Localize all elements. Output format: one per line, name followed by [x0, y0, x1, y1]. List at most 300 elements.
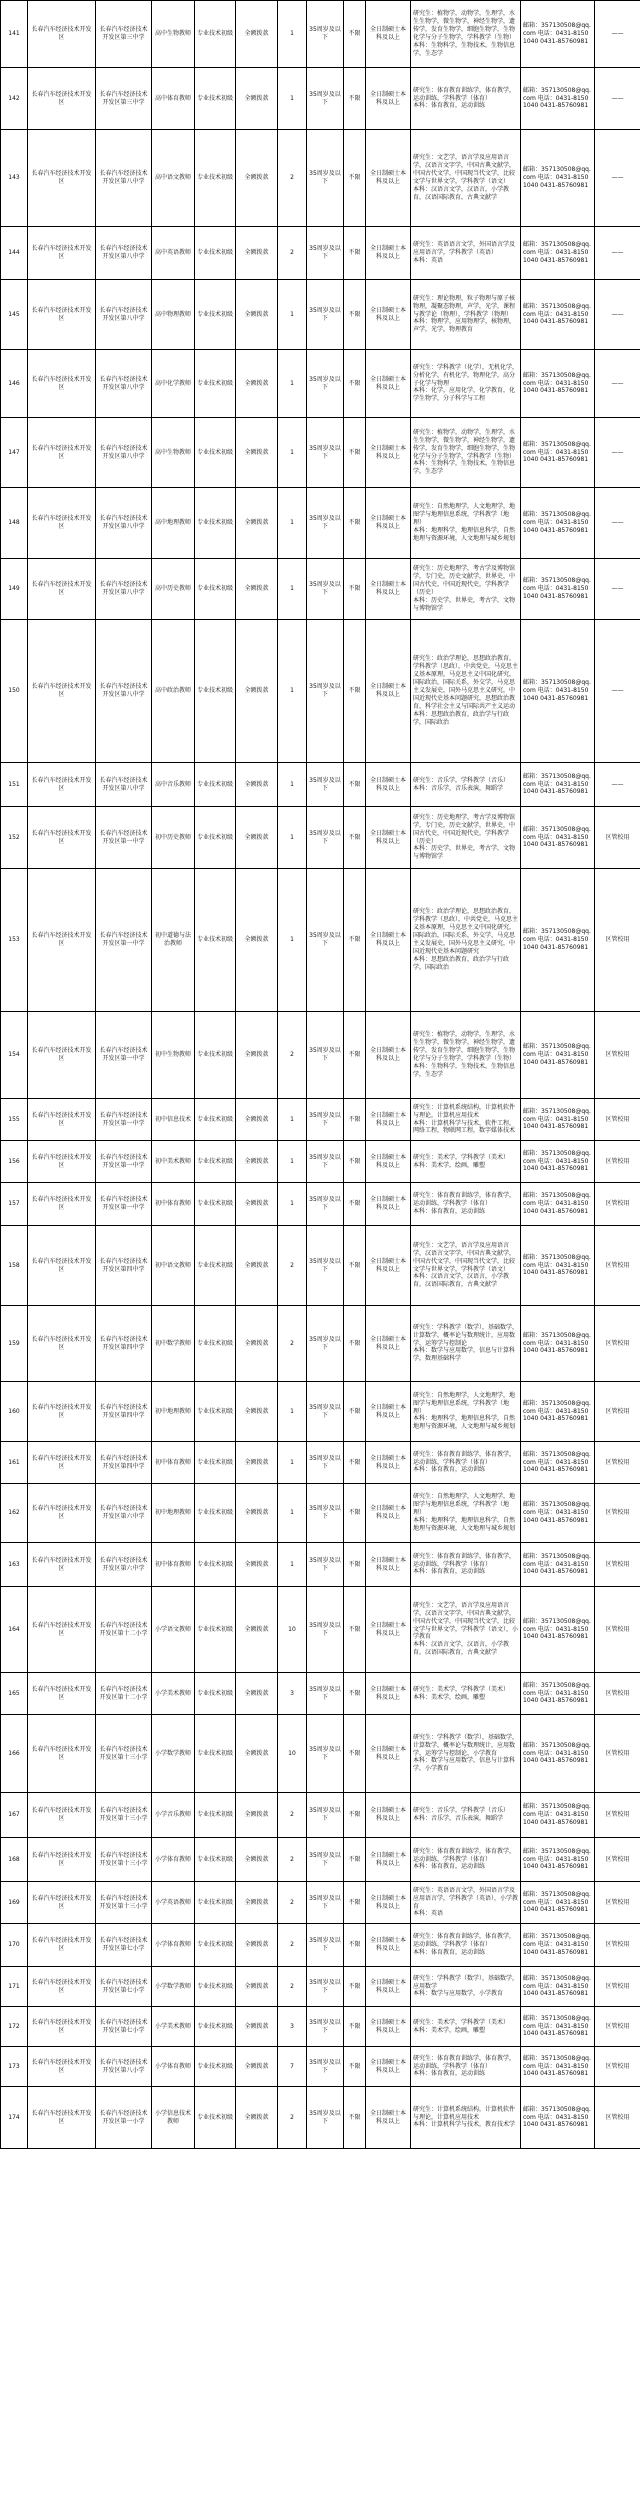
gender-cell: 不限 — [344, 1442, 366, 1484]
region-cell: 长春汽车经济技术开发区 — [28, 1183, 96, 1226]
note-cell: 区管校用 — [595, 1226, 640, 1306]
school-cell: 长春汽车经济技术开发区第八小学 — [96, 2047, 152, 2087]
age-cell: 35周岁及以下 — [307, 1183, 344, 1226]
table-row — [1, 2047, 640, 2087]
education-cell: 全日制硕士本科及以上 — [366, 1793, 411, 1838]
age-cell: 35周岁及以下 — [307, 559, 344, 620]
note-cell: 区管校用 — [595, 2087, 640, 2149]
requirements-cell: 研究生：体育教育训练学，体育教学，运动训练，学科教学（体育） 本科：体育教育，运动训练 — [411, 2047, 521, 2087]
requirements-cell: 研究生：体育教育训练学，体育教学，运动训练，学科教学（体育） 本科：体育教育，运动训练 — [411, 1838, 521, 1882]
funding-cell: 全额拨款 — [236, 2087, 278, 2149]
contact-cell: 邮箱：357130508@qq.com 电话：0431-81501040 0431-85760981 — [521, 807, 595, 869]
post-cell: 初中美术教师 — [152, 1141, 195, 1183]
gender-cell: 不限 — [344, 280, 366, 350]
headcount-cell: 2 — [278, 1306, 307, 1382]
headcount-cell: 1 — [278, 620, 307, 763]
contact-cell: 邮箱：357130508@qq.com 电话：0431-81501040 0431-85760981 — [521, 1838, 595, 1882]
table-row — [1, 1838, 640, 1882]
contact-cell: 邮箱：357130508@qq.com 电话：0431-81501040 0431-85760981 — [521, 130, 595, 227]
row-number: 169 — [1, 1882, 28, 1924]
table-row — [1, 1382, 640, 1442]
requirements-cell: 研究生：学科教学（化学），无机化学，分析化学，有机化学，物理化学，高分子化学与物理 本科：化学，应用化学，化学教育，化学生物学，分子科学与工程 — [411, 350, 521, 418]
post-type-cell: 专业技术初级 — [195, 1183, 236, 1226]
gender-cell: 不限 — [344, 1543, 366, 1587]
row-number: 146 — [1, 350, 28, 418]
note-cell: —— — [595, 130, 640, 227]
row-number: 170 — [1, 1924, 28, 1967]
post-type-cell: 专业技术初级 — [195, 1226, 236, 1306]
region-cell: 长春汽车经济技术开发区 — [28, 807, 96, 869]
requirements-cell: 研究生：体育教育训练学，体育教学，运动训练，学科教学（体育） 本科：体育教育，运动训练 — [411, 68, 521, 130]
note-cell: 区管校用 — [595, 1012, 640, 1099]
table-row — [1, 1484, 640, 1543]
headcount-cell: 1 — [278, 763, 307, 807]
post-type-cell: 专业技术初级 — [195, 2087, 236, 2149]
school-cell: 长春汽车经济技术开发区第八中学 — [96, 763, 152, 807]
contact-cell: 邮箱：357130508@qq.com 电话：0431-81501040 0431-85760981 — [521, 1012, 595, 1099]
requirements-cell: 研究生：美术学，学科教学（美术） 本科：美术学，绘画，雕塑 — [411, 2007, 521, 2047]
note-cell: —— — [595, 350, 640, 418]
age-cell: 35周岁及以下 — [307, 1793, 344, 1838]
funding-cell: 全额拨款 — [236, 1442, 278, 1484]
education-cell: 全日制硕士本科及以上 — [366, 1484, 411, 1543]
table-row — [1, 1, 640, 68]
region-cell: 长春汽车经济技术开发区 — [28, 1, 96, 68]
row-number: 160 — [1, 1382, 28, 1442]
table-row — [1, 130, 640, 227]
funding-cell: 全额拨款 — [236, 488, 278, 559]
gender-cell: 不限 — [344, 620, 366, 763]
headcount-cell: 2 — [278, 227, 307, 280]
funding-cell: 全额拨款 — [236, 807, 278, 869]
education-cell: 全日制硕士本科及以上 — [366, 2087, 411, 2149]
age-cell: 35周岁及以下 — [307, 350, 344, 418]
school-cell: 长春汽车经济技术开发区第八中学 — [96, 350, 152, 418]
requirements-cell: 研究生：体育教育训练学，体育教学，运动训练，学科教学（体育） 本科：体育教育，运动训练 — [411, 1543, 521, 1587]
headcount-cell: 1 — [278, 488, 307, 559]
region-cell: 长春汽车经济技术开发区 — [28, 763, 96, 807]
education-cell: 全日制硕士本科及以上 — [366, 350, 411, 418]
post-cell: 初中生物教师 — [152, 1012, 195, 1099]
contact-cell: 邮箱：357130508@qq.com 电话：0431-81501040 0431-85760981 — [521, 1442, 595, 1484]
age-cell: 35周岁及以下 — [307, 1673, 344, 1715]
school-cell: 长春汽车经济技术开发区第四中学 — [96, 1306, 152, 1382]
post-type-cell: 专业技术初级 — [195, 869, 236, 1012]
region-cell: 长春汽车经济技术开发区 — [28, 1967, 96, 2007]
post-cell: 高中历史教师 — [152, 559, 195, 620]
table-row — [1, 1442, 640, 1484]
post-cell: 高中化学教师 — [152, 350, 195, 418]
region-cell: 长春汽车经济技术开发区 — [28, 1838, 96, 1882]
note-cell: 区管校用 — [595, 1183, 640, 1226]
note-cell: 区管校用 — [595, 1141, 640, 1183]
note-cell: 区管校用 — [595, 1442, 640, 1484]
note-cell: 区管校用 — [595, 1882, 640, 1924]
contact-cell: 邮箱：357130508@qq.com 电话：0431-81501040 0431-85760981 — [521, 2047, 595, 2087]
funding-cell: 全额拨款 — [236, 1099, 278, 1141]
headcount-cell: 1 — [278, 68, 307, 130]
age-cell: 35周岁及以下 — [307, 869, 344, 1012]
school-cell: 长春汽车经济技术开发区第八中学 — [96, 280, 152, 350]
region-cell: 长春汽车经济技术开发区 — [28, 1442, 96, 1484]
contact-cell: 邮箱：357130508@qq.com 电话：0431-81501040 0431-85760981 — [521, 1543, 595, 1587]
gender-cell: 不限 — [344, 2087, 366, 2149]
post-type-cell: 专业技术初级 — [195, 350, 236, 418]
requirements-cell: 研究生：英语语言文学，外国语言学及应用语言学，学科教学（英语） 本科：英语 — [411, 227, 521, 280]
region-cell: 长春汽车经济技术开发区 — [28, 2007, 96, 2047]
funding-cell: 全额拨款 — [236, 1543, 278, 1587]
region-cell: 长春汽车经济技术开发区 — [28, 1226, 96, 1306]
funding-cell: 全额拨款 — [236, 763, 278, 807]
gender-cell: 不限 — [344, 1882, 366, 1924]
education-cell: 全日制硕士本科及以上 — [366, 1012, 411, 1099]
gender-cell: 不限 — [344, 1, 366, 68]
row-number: 151 — [1, 763, 28, 807]
requirements-cell: 研究生：学科教学（数学），基础数学，计算数学，概率论与数理统计，应用数学，运筹学与控制论，小学教育 本科：数学与应用数学，信息与计算科学，小学教育 — [411, 1715, 521, 1793]
education-cell: 全日制硕士本科及以上 — [366, 1543, 411, 1587]
row-number: 154 — [1, 1012, 28, 1099]
contact-cell: 邮箱：357130508@qq.com 电话：0431-81501040 0431-85760981 — [521, 1183, 595, 1226]
headcount-cell: 1 — [278, 1543, 307, 1587]
row-number: 166 — [1, 1715, 28, 1793]
requirements-cell: 研究生：文艺学，语言学及应用语言学，汉语言文字学，中国古典文献学，中国古代文学，中国现当代文学，比较文学与世界文学，学科教学（语文） 本科：汉语言文学，汉语言，小学教育，汉语国际教育，古典文献学 — [411, 130, 521, 227]
school-cell: 长春汽车经济技术开发区第一中学 — [96, 1012, 152, 1099]
headcount-cell: 1 — [278, 807, 307, 869]
post-cell: 初中体育教师 — [152, 1442, 195, 1484]
table-row — [1, 1183, 640, 1226]
headcount-cell: 1 — [278, 1484, 307, 1543]
table-row — [1, 1793, 640, 1838]
region-cell: 长春汽车经济技术开发区 — [28, 559, 96, 620]
note-cell: 区管校用 — [595, 1967, 640, 2007]
post-cell: 小学体育教师 — [152, 1838, 195, 1882]
post-type-cell: 专业技术初级 — [195, 620, 236, 763]
region-cell: 长春汽车经济技术开发区 — [28, 2087, 96, 2149]
post-cell: 小学体育教师 — [152, 2047, 195, 2087]
row-number: 156 — [1, 1141, 28, 1183]
post-type-cell: 专业技术初级 — [195, 488, 236, 559]
education-cell: 全日制硕士本科及以上 — [366, 1306, 411, 1382]
row-number: 157 — [1, 1183, 28, 1226]
contact-cell: 邮箱：357130508@qq.com 电话：0431-81501040 0431-85760981 — [521, 2087, 595, 2149]
education-cell: 全日制硕士本科及以上 — [366, 807, 411, 869]
post-type-cell: 专业技术初级 — [195, 807, 236, 869]
table-row — [1, 869, 640, 1012]
age-cell: 35周岁及以下 — [307, 2047, 344, 2087]
requirements-cell: 研究生：学科教学（数学），基础数学，应用数学 本科：数学与应用数学，小学教育 — [411, 1967, 521, 2007]
contact-cell: 邮箱：357130508@qq.com 电话：0431-81501040 0431-85760981 — [521, 488, 595, 559]
requirements-cell: 研究生：音乐学，学科教学（音乐） 本科：音乐学，音乐表演，舞蹈学 — [411, 1793, 521, 1838]
school-cell: 长春汽车经济技术开发区第十三小学 — [96, 1838, 152, 1882]
post-cell: 初中地理教师 — [152, 1382, 195, 1442]
row-number: 144 — [1, 227, 28, 280]
age-cell: 35周岁及以下 — [307, 1141, 344, 1183]
table-row — [1, 2007, 640, 2047]
gender-cell: 不限 — [344, 1715, 366, 1793]
contact-cell: 邮箱：357130508@qq.com 电话：0431-81501040 0431-85760981 — [521, 1306, 595, 1382]
headcount-cell: 3 — [278, 2007, 307, 2047]
note-cell: 区管校用 — [595, 1587, 640, 1673]
education-cell: 全日制硕士本科及以上 — [366, 1382, 411, 1442]
requirements-cell: 研究生：体育教育训练学，体育教学，运动训练，学科教学（体育） 本科：体育教育，运动训练 — [411, 1924, 521, 1967]
post-cell: 小学英语教师 — [152, 1882, 195, 1924]
table-row — [1, 1012, 640, 1099]
funding-cell: 全额拨款 — [236, 1012, 278, 1099]
requirements-cell: 研究生：理论物理，粒子物理与原子核物理，凝聚态物理，声学，光学，课程与教学论（物理），学科教学（物理） 本科：物理学，应用物理学，核物理，声学，光学，物理教育 — [411, 280, 521, 350]
table-row — [1, 1673, 640, 1715]
note-cell: —— — [595, 488, 640, 559]
requirements-cell: 研究生：文艺学，语言学及应用语言学，汉语言文字学，中国古典文献学，中国古代文学，中国现当代文学，比较文学与世界文学，学科教学（语文），小学教育 本科：汉语言文学，汉语言，小学教育，汉语国际教育，古典文献学 — [411, 1587, 521, 1673]
age-cell: 35周岁及以下 — [307, 1012, 344, 1099]
post-type-cell: 专业技术初级 — [195, 1924, 236, 1967]
age-cell: 35周岁及以下 — [307, 1838, 344, 1882]
education-cell: 全日制硕士本科及以上 — [366, 418, 411, 488]
gender-cell: 不限 — [344, 2007, 366, 2047]
row-number: 164 — [1, 1587, 28, 1673]
gender-cell: 不限 — [344, 807, 366, 869]
note-cell: 区管校用 — [595, 2007, 640, 2047]
table-row — [1, 1543, 640, 1587]
row-number: 145 — [1, 280, 28, 350]
table-row — [1, 227, 640, 280]
post-cell: 高中语文教师 — [152, 130, 195, 227]
row-number: 141 — [1, 1, 28, 68]
post-cell: 小学数学教师 — [152, 1715, 195, 1793]
post-type-cell: 专业技术初级 — [195, 763, 236, 807]
education-cell: 全日制硕士本科及以上 — [366, 1924, 411, 1967]
age-cell: 35周岁及以下 — [307, 130, 344, 227]
funding-cell: 全额拨款 — [236, 2047, 278, 2087]
school-cell: 长春汽车经济技术开发区第四中学 — [96, 1442, 152, 1484]
region-cell: 长春汽车经济技术开发区 — [28, 1793, 96, 1838]
table-row — [1, 807, 640, 869]
row-number: 171 — [1, 1967, 28, 2007]
post-type-cell: 专业技术初级 — [195, 1382, 236, 1442]
education-cell: 全日制硕士本科及以上 — [366, 488, 411, 559]
funding-cell: 全额拨款 — [236, 227, 278, 280]
funding-cell: 全额拨款 — [236, 1183, 278, 1226]
school-cell: 长春汽车经济技术开发区第一小学 — [96, 2087, 152, 2149]
region-cell: 长春汽车经济技术开发区 — [28, 1306, 96, 1382]
requirements-cell: 研究生：历史地理学，考古学及博物馆学，专门史，历史文献学，世界史，中国古代史，中国近现代史，学科教学（历史） 本科：历史学，世界史，考古学，文物与博物馆学 — [411, 807, 521, 869]
contact-cell: 邮箱：357130508@qq.com 电话：0431-81501040 0431-85760981 — [521, 1382, 595, 1442]
post-type-cell: 专业技术初级 — [195, 2047, 236, 2087]
age-cell: 35周岁及以下 — [307, 620, 344, 763]
school-cell: 长春汽车经济技术开发区第八中学 — [96, 559, 152, 620]
education-cell: 全日制硕士本科及以上 — [366, 1967, 411, 2007]
note-cell: 区管校用 — [595, 1793, 640, 1838]
funding-cell: 全额拨款 — [236, 1967, 278, 2007]
post-cell: 高中英语教师 — [152, 227, 195, 280]
school-cell: 长春汽车经济技术开发区第七小学 — [96, 1924, 152, 1967]
note-cell: 区管校用 — [595, 869, 640, 1012]
education-cell: 全日制硕士本科及以上 — [366, 620, 411, 763]
school-cell: 长春汽车经济技术开发区第八中学 — [96, 620, 152, 763]
contact-cell: 邮箱：357130508@qq.com 电话：0431-81501040 0431-85760981 — [521, 227, 595, 280]
contact-cell: 邮箱：357130508@qq.com 电话：0431-81501040 0431-85760981 — [521, 559, 595, 620]
age-cell: 35周岁及以下 — [307, 1924, 344, 1967]
post-type-cell: 专业技术初级 — [195, 1793, 236, 1838]
requirements-cell: 研究生：学科教学（数学），基础数学，计算数学，概率论与数理统计，应用数学，运筹学与控制论 本科：数学与应用数学，信息与计算科学，数理基础科学 — [411, 1306, 521, 1382]
school-cell: 长春汽车经济技术开发区第十三小学 — [96, 1715, 152, 1793]
note-cell: —— — [595, 68, 640, 130]
post-cell: 初中历史教师 — [152, 807, 195, 869]
age-cell: 35周岁及以下 — [307, 1226, 344, 1306]
post-type-cell: 专业技术初级 — [195, 1306, 236, 1382]
headcount-cell: 1 — [278, 1, 307, 68]
note-cell: 区管校用 — [595, 2047, 640, 2087]
school-cell: 长春汽车经济技术开发区第八中学 — [96, 418, 152, 488]
gender-cell: 不限 — [344, 869, 366, 1012]
row-number: 172 — [1, 2007, 28, 2047]
post-cell: 小学美术教师 — [152, 1673, 195, 1715]
table-row — [1, 1967, 640, 2007]
education-cell: 全日制硕士本科及以上 — [366, 1, 411, 68]
headcount-cell: 1 — [278, 1382, 307, 1442]
age-cell: 35周岁及以下 — [307, 1306, 344, 1382]
gender-cell: 不限 — [344, 488, 366, 559]
requirements-cell: 研究生：计算机系统结构，计算机软件与理论，计算机应用技术 本科：计算机科学与技术，教育技术学 — [411, 2087, 521, 2149]
note-cell: 区管校用 — [595, 1715, 640, 1793]
funding-cell: 全额拨款 — [236, 418, 278, 488]
age-cell: 35周岁及以下 — [307, 807, 344, 869]
age-cell: 35周岁及以下 — [307, 2007, 344, 2047]
requirements-cell: 研究生：植物学，动物学，生理学，水生生物学，微生物学，神经生物学，遗传学，发育生物学，细胞生物学，生物化学与分子生物学，学科教学（生物） 本科：生物科学，生物技术，生物信息学，生态学 — [411, 418, 521, 488]
contact-cell: 邮箱：357130508@qq.com 电话：0431-81501040 0431-85760981 — [521, 1226, 595, 1306]
table-body — [1, 1, 640, 2149]
contact-cell: 邮箱：357130508@qq.com 电话：0431-81501040 0431-85760981 — [521, 1, 595, 68]
region-cell: 长春汽车经济技术开发区 — [28, 1141, 96, 1183]
post-type-cell: 专业技术初级 — [195, 1543, 236, 1587]
headcount-cell: 1 — [278, 1141, 307, 1183]
row-number: 148 — [1, 488, 28, 559]
gender-cell: 不限 — [344, 350, 366, 418]
note-cell: 区管校用 — [595, 1673, 640, 1715]
note-cell: 区管校用 — [595, 1484, 640, 1543]
requirements-cell: 研究生：植物学，动物学，生理学，水生生物学，微生物学，神经生物学，遗传学，发育生物学，细胞生物学，生物化学与分子生物学，学科教学（生物） 本科：生物科学，生物技术，生物信息学，生态学 — [411, 1, 521, 68]
gender-cell: 不限 — [344, 1306, 366, 1382]
age-cell: 35周岁及以下 — [307, 1967, 344, 2007]
funding-cell: 全额拨款 — [236, 1, 278, 68]
headcount-cell: 2 — [278, 1226, 307, 1306]
funding-cell: 全额拨款 — [236, 620, 278, 763]
age-cell: 35周岁及以下 — [307, 68, 344, 130]
table-row — [1, 280, 640, 350]
gender-cell: 不限 — [344, 1183, 366, 1226]
note-cell: —— — [595, 620, 640, 763]
note-cell: 区管校用 — [595, 1099, 640, 1141]
headcount-cell: 1 — [278, 559, 307, 620]
funding-cell: 全额拨款 — [236, 350, 278, 418]
region-cell: 长春汽车经济技术开发区 — [28, 620, 96, 763]
post-type-cell: 专业技术初级 — [195, 1442, 236, 1484]
age-cell: 35周岁及以下 — [307, 1882, 344, 1924]
school-cell: 长春汽车经济技术开发区第一中学 — [96, 1099, 152, 1141]
education-cell: 全日制硕士本科及以上 — [366, 1673, 411, 1715]
note-cell: —— — [595, 227, 640, 280]
table-row — [1, 2087, 640, 2149]
table-row — [1, 763, 640, 807]
note-cell: 区管校用 — [595, 1306, 640, 1382]
funding-cell: 全额拨款 — [236, 1587, 278, 1673]
age-cell: 35周岁及以下 — [307, 280, 344, 350]
headcount-cell: 2 — [278, 130, 307, 227]
contact-cell: 邮箱：357130508@qq.com 电话：0431-81501040 0431-85760981 — [521, 1587, 595, 1673]
funding-cell: 全额拨款 — [236, 869, 278, 1012]
post-type-cell: 专业技术初级 — [195, 2007, 236, 2047]
row-number: 162 — [1, 1484, 28, 1543]
education-cell: 全日制硕士本科及以上 — [366, 2007, 411, 2047]
headcount-cell: 3 — [278, 1673, 307, 1715]
requirements-cell: 研究生：英语语言文学，外国语言学及应用语言学，学科教学（英语），小学教育 本科：英语 — [411, 1882, 521, 1924]
headcount-cell: 1 — [278, 869, 307, 1012]
funding-cell: 全额拨款 — [236, 280, 278, 350]
post-cell: 小学美术教师 — [152, 2007, 195, 2047]
note-cell: 区管校用 — [595, 1543, 640, 1587]
gender-cell: 不限 — [344, 1226, 366, 1306]
headcount-cell: 2 — [278, 1882, 307, 1924]
school-cell: 长春汽车经济技术开发区第十三小学 — [96, 1793, 152, 1838]
row-number: 153 — [1, 869, 28, 1012]
contact-cell: 邮箱：357130508@qq.com 电话：0431-81501040 0431-85760981 — [521, 1967, 595, 2007]
post-cell: 小学数学教师 — [152, 1967, 195, 2007]
row-number: 147 — [1, 418, 28, 488]
post-type-cell: 专业技术初级 — [195, 1838, 236, 1882]
school-cell: 长春汽车经济技术开发区第三中学 — [96, 1, 152, 68]
school-cell: 长春汽车经济技术开发区第十二小学 — [96, 1587, 152, 1673]
school-cell: 长春汽车经济技术开发区第十三小学 — [96, 1882, 152, 1924]
post-type-cell: 专业技术初级 — [195, 1, 236, 68]
age-cell: 35周岁及以下 — [307, 227, 344, 280]
school-cell: 长春汽车经济技术开发区第六中学 — [96, 1543, 152, 1587]
contact-cell: 邮箱：357130508@qq.com 电话：0431-81501040 0431-85760981 — [521, 1099, 595, 1141]
gender-cell: 不限 — [344, 130, 366, 227]
region-cell: 长春汽车经济技术开发区 — [28, 350, 96, 418]
post-cell: 高中生物教师 — [152, 1, 195, 68]
requirements-cell: 研究生：植物学，动物学，生理学，水生生物学，微生物学，神经生物学，遗传学，发育生物学，细胞生物学，生物化学与分子生物学，学科教学（生物） 本科：生物科学，生物技术，生物信息学，生态学 — [411, 1012, 521, 1099]
education-cell: 全日制硕士本科及以上 — [366, 1882, 411, 1924]
region-cell: 长春汽车经济技术开发区 — [28, 2047, 96, 2087]
funding-cell: 全额拨款 — [236, 2007, 278, 2047]
row-number: 152 — [1, 807, 28, 869]
contact-cell: 邮箱：357130508@qq.com 电话：0431-81501040 0431-85760981 — [521, 68, 595, 130]
post-cell: 小学语文教师 — [152, 1587, 195, 1673]
region-cell: 长春汽车经济技术开发区 — [28, 1587, 96, 1673]
age-cell: 35周岁及以下 — [307, 1587, 344, 1673]
funding-cell: 全额拨款 — [236, 1838, 278, 1882]
post-cell: 高中物理教师 — [152, 280, 195, 350]
headcount-cell: 2 — [278, 1793, 307, 1838]
gender-cell: 不限 — [344, 2047, 366, 2087]
age-cell: 35周岁及以下 — [307, 1382, 344, 1442]
contact-cell: 邮箱：357130508@qq.com 电话：0431-81501040 0431-85760981 — [521, 2007, 595, 2047]
region-cell: 长春汽车经济技术开发区 — [28, 1882, 96, 1924]
post-type-cell: 专业技术初级 — [195, 559, 236, 620]
row-number: 168 — [1, 1838, 28, 1882]
post-type-cell: 专业技术初级 — [195, 280, 236, 350]
region-cell: 长春汽车经济技术开发区 — [28, 1382, 96, 1442]
contact-cell: 邮箱：357130508@qq.com 电话：0431-81501040 0431-85760981 — [521, 1484, 595, 1543]
school-cell: 长春汽车经济技术开发区第十二小学 — [96, 1673, 152, 1715]
region-cell: 长春汽车经济技术开发区 — [28, 227, 96, 280]
table-row — [1, 1587, 640, 1673]
headcount-cell: 10 — [278, 1587, 307, 1673]
funding-cell: 全额拨款 — [236, 68, 278, 130]
education-cell: 全日制硕士本科及以上 — [366, 68, 411, 130]
school-cell: 长春汽车经济技术开发区第七小学 — [96, 2007, 152, 2047]
post-cell: 高中生物教师 — [152, 418, 195, 488]
headcount-cell: 1 — [278, 280, 307, 350]
